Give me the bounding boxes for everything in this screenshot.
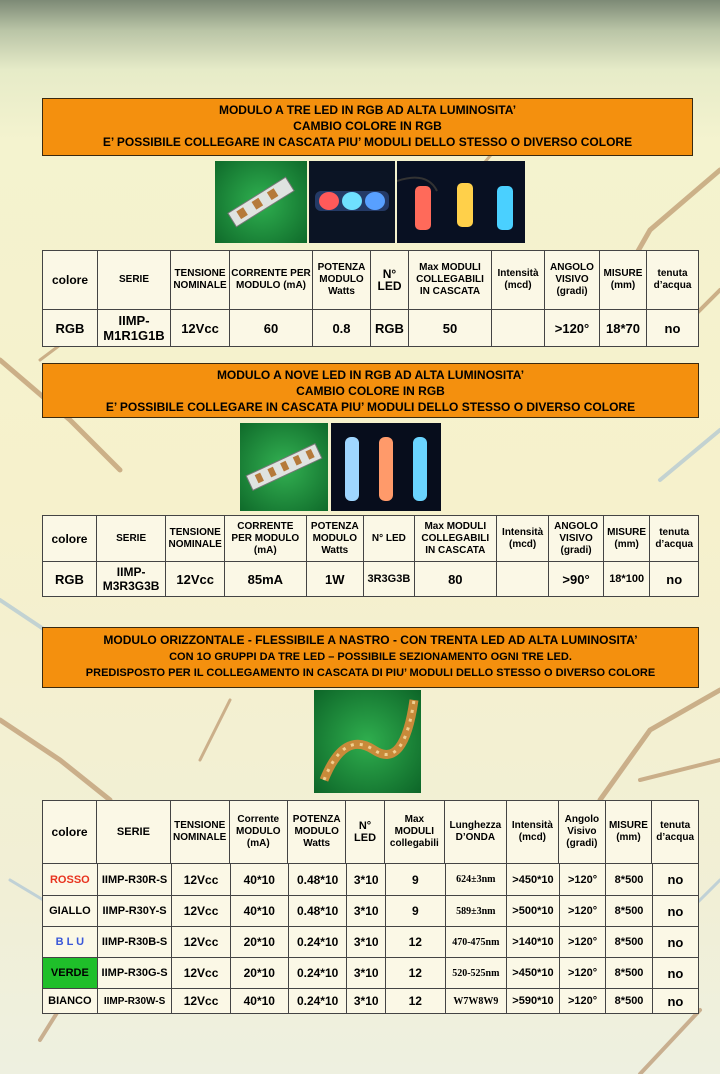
cell-serie: IIMP-M3R3G3B	[96, 562, 165, 597]
header-misure: MISURE (mm)	[605, 801, 652, 864]
cell-n-led: RGB	[371, 310, 409, 347]
cell-misure: 18*100	[603, 562, 650, 597]
header-tensione: TENSIONE NOMINALE	[166, 516, 225, 562]
header-tenuta: tenuta d’acqua	[652, 801, 699, 864]
cell-tenuta: no	[652, 864, 698, 896]
header-serie: SERIE	[97, 801, 171, 864]
cell-lunghezza: W7W8W9	[445, 989, 507, 1014]
cell-angolo: >90°	[549, 562, 603, 597]
module-photo-lit-1	[309, 161, 395, 243]
header-serie: SERIE	[96, 516, 165, 562]
section3-rows-table	[42, 863, 699, 1014]
cell-serie: IIMP-R30G-S	[97, 958, 172, 989]
cell-tensione: 12Vcc	[166, 562, 225, 597]
header-max-moduli: Max MODULI COLLEGABILI IN CASCATA	[409, 251, 492, 310]
section1-subtitle: CAMBIO COLORE IN RGB	[293, 119, 442, 133]
section3-spec-table	[42, 800, 699, 864]
cell-colore: VERDE	[43, 958, 98, 989]
cell-misure: 18*70	[600, 310, 647, 347]
cell-max-moduli: 9	[386, 896, 446, 927]
section3-banner	[42, 627, 699, 688]
cell-n-led: 3*10	[347, 927, 386, 958]
cell-intensita: >140*10	[507, 927, 560, 958]
cell-corrente: 85mA	[225, 562, 306, 597]
header-potenza: POTENZA MODULO Watts	[306, 516, 364, 562]
cell-colore: ROSSO	[43, 864, 98, 896]
header-max-moduli: Max MODULI collegabili	[384, 801, 444, 864]
header-corrente: Corrente MODULO (mA)	[229, 801, 287, 864]
section1-title: MODULO A TRE LED IN RGB AD ALTA LUMINOSITA’	[218, 103, 517, 117]
cell-serie: IIMP-R30B-S	[97, 927, 172, 958]
cell-corrente: 20*10	[230, 958, 288, 989]
cell-corrente: 40*10	[230, 864, 288, 896]
table-row	[43, 927, 699, 958]
cell-tensione: 12Vcc	[172, 864, 230, 896]
header-max-moduli: Max MODULI COLLEGABILI IN CASCATA	[414, 516, 496, 562]
cell-potenza: 0.24*10	[288, 958, 347, 989]
cell-potenza: 0.24*10	[288, 927, 347, 958]
cell-angolo: >120°	[545, 310, 600, 347]
cell-potenza: 1W	[306, 562, 364, 597]
cell-angolo: >120°	[559, 864, 606, 896]
header-tensione: TENSIONE NOMINALE	[170, 801, 229, 864]
header-potenza: POTENZA MODULO Watts	[313, 251, 371, 310]
cell-potenza: 0.48*10	[288, 896, 347, 927]
cell-max-moduli: 12	[386, 989, 446, 1014]
led-strip-photo	[314, 690, 421, 793]
module-photo-green	[215, 161, 307, 243]
cell-n-led: 3*10	[347, 958, 386, 989]
header-angolo: Angolo Visivo (gradi)	[559, 801, 605, 864]
cell-tensione: 12Vcc	[172, 927, 230, 958]
table-row	[43, 989, 699, 1014]
header-corrente: CORRENTE PER MODULO (mA)	[230, 251, 313, 310]
section1-note: E’ POSSIBILE COLLEGARE IN CASCATA PIU’ MODULI DELLO STESSO O DIVERSO COLORE	[102, 135, 633, 149]
cell-lunghezza: 624±3nm	[445, 864, 507, 896]
cell-angolo: >120°	[559, 958, 606, 989]
header-intensita: Intensità (mcd)	[506, 801, 558, 864]
header-intensita: Intensità (mcd)	[492, 251, 545, 310]
section3-subtitle: CON 1O GRUPPI DA TRE LED – POSSIBILE SEZIONAMENTO OGNI TRE LED.	[169, 651, 572, 663]
cell-angolo: >120°	[559, 896, 606, 927]
module-photo-lit-9led	[331, 423, 441, 511]
cell-colore: GIALLO	[43, 896, 98, 927]
table-row	[43, 958, 699, 989]
section3-title: MODULO ORIZZONTALE - FLESSIBILE A NASTRO - CON TRENTA LED AD ALTA LUMINOSITA’	[103, 633, 638, 647]
section2-spec-table	[42, 515, 699, 597]
cell-colore: B L U	[43, 927, 98, 958]
cell-n-led: 3*10	[347, 989, 386, 1014]
cell-serie: IIMP-R30Y-S	[97, 896, 172, 927]
cell-intensita	[492, 310, 545, 347]
header-potenza: POTENZA MODULO Watts	[287, 801, 346, 864]
cell-lunghezza: 470-475nm	[445, 927, 507, 958]
cell-intensita: >590*10	[507, 989, 560, 1014]
header-misure: MISURE (mm)	[603, 516, 650, 562]
cell-misure: 8*500	[606, 989, 653, 1014]
cell-tensione: 12Vcc	[171, 310, 230, 347]
header-colore: colore	[43, 801, 97, 864]
header-corrente: CORRENTE PER MODULO (mA)	[225, 516, 306, 562]
section2-title: MODULO A NOVE LED IN RGB AD ALTA LUMINOSITA’	[216, 368, 525, 382]
cell-corrente: 20*10	[230, 927, 288, 958]
cell-misure: 8*500	[606, 958, 653, 989]
header-colore: colore	[43, 516, 97, 562]
table-row	[43, 896, 699, 927]
header-n-led: N° LED	[364, 516, 415, 562]
cell-serie: IIMP-R30R-S	[97, 864, 172, 896]
cell-max-moduli: 9	[386, 864, 446, 896]
section2-note: E’ POSSIBILE COLLEGARE IN CASCATA PIU’ MODULI DELLO STESSO O DIVERSO COLORE	[105, 400, 636, 414]
cell-tenuta: no	[647, 310, 699, 347]
cell-tenuta: no	[652, 989, 698, 1014]
cell-max-moduli: 12	[386, 958, 446, 989]
cell-corrente: 40*10	[230, 989, 288, 1014]
section1-banner	[42, 98, 693, 156]
section3-note: PREDISPOSTO PER IL COLLEGAMENTO IN CASCATA DI PIU’ MODULI DELLO STESSO O DIVERSO COLORE	[85, 667, 656, 679]
cell-potenza: 0.24*10	[288, 989, 347, 1014]
cell-corrente: 40*10	[230, 896, 288, 927]
cell-potenza: 0.48*10	[288, 864, 347, 896]
header-lunghezza: Lunghezza D’ONDA	[445, 801, 507, 864]
header-n-led: N° LED	[346, 801, 384, 864]
cell-potenza: 0.8	[313, 310, 371, 347]
cell-corrente: 60	[230, 310, 313, 347]
header-tensione: TENSIONE NOMINALE	[171, 251, 230, 310]
cell-max-moduli: 12	[386, 927, 446, 958]
cell-n-led: 3R3G3B	[364, 562, 415, 597]
header-intensita: Intensità (mcd)	[496, 516, 548, 562]
cell-intensita	[496, 562, 548, 597]
header-misure: MISURE (mm)	[600, 251, 647, 310]
header-colore: colore	[43, 251, 98, 310]
cell-tenuta: no	[652, 927, 698, 958]
table-row	[43, 864, 699, 896]
cell-intensita: >500*10	[507, 896, 560, 927]
cell-max-moduli: 50	[409, 310, 492, 347]
cell-misure: 8*500	[606, 864, 653, 896]
cell-lunghezza: 520-525nm	[445, 958, 507, 989]
cell-misure: 8*500	[606, 927, 653, 958]
cell-intensita: >450*10	[507, 864, 560, 896]
cell-serie: IIMP-M1R1G1B	[98, 310, 171, 347]
cell-serie: IIMP-R30W-S	[97, 989, 172, 1014]
header-angolo: ANGOLO VISIVO (gradi)	[549, 516, 603, 562]
header-serie: SERIE	[98, 251, 171, 310]
module-photo-lit-2	[397, 161, 525, 243]
cell-tensione: 12Vcc	[172, 958, 230, 989]
header-angolo: ANGOLO VISIVO (gradi)	[545, 251, 600, 310]
section1-spec-table	[42, 250, 699, 347]
cell-tensione: 12Vcc	[172, 989, 230, 1014]
cell-colore: RGB	[43, 562, 97, 597]
cell-intensita: >450*10	[507, 958, 560, 989]
section2-subtitle: CAMBIO COLORE IN RGB	[296, 384, 445, 398]
cell-tensione: 12Vcc	[172, 896, 230, 927]
cell-max-moduli: 80	[414, 562, 496, 597]
cell-tenuta: no	[650, 562, 699, 597]
header-tenuta: tenuta d’acqua	[650, 516, 699, 562]
cell-tenuta: no	[652, 896, 698, 927]
header-n-led: N° LED	[371, 251, 409, 310]
cell-colore: BIANCO	[43, 989, 98, 1014]
cell-angolo: >120°	[559, 989, 606, 1014]
section2-banner	[42, 363, 699, 418]
header-tenuta: tenuta d’acqua	[647, 251, 699, 310]
module-photo-green-9led	[240, 423, 328, 511]
cell-n-led: 3*10	[347, 864, 386, 896]
cell-misure: 8*500	[606, 896, 653, 927]
cell-angolo: >120°	[559, 927, 606, 958]
cell-lunghezza: 589±3nm	[445, 896, 507, 927]
cell-n-led: 3*10	[347, 896, 386, 927]
cell-tenuta: no	[652, 958, 698, 989]
cell-colore: RGB	[43, 310, 98, 347]
